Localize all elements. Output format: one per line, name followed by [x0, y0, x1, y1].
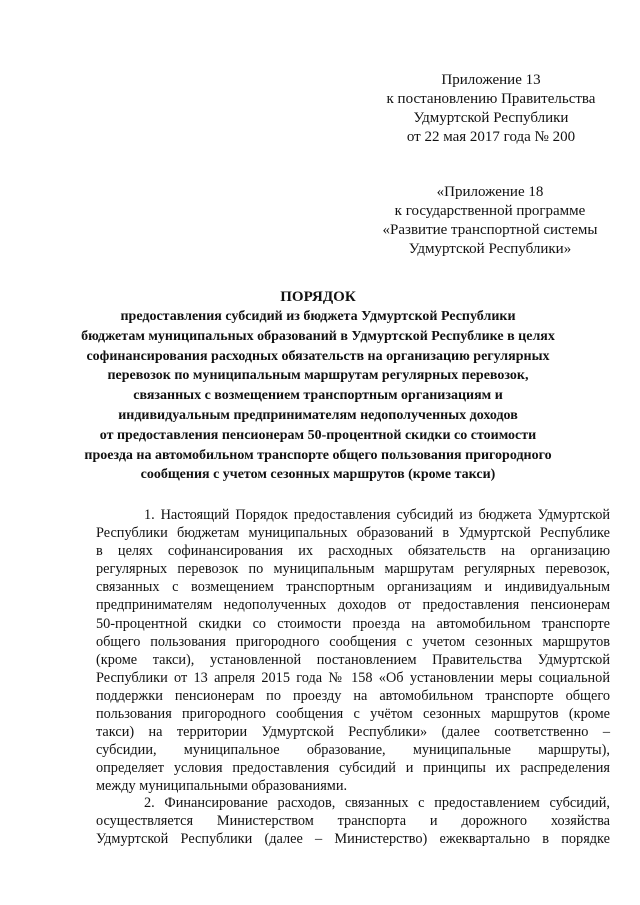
paragraph-line: поддержки пенсионерам по проезду на автомобильном транспорте общего	[96, 687, 610, 704]
appendix-18-block	[368, 183, 612, 259]
subtitle-line: бюджетам муниципальных образований в Удмуртской Республике в целях	[81, 328, 555, 344]
paragraph-line: общего пользования пригородного сообщения с учетом сезонных маршрутов	[96, 633, 610, 650]
subtitle-line: перевозок по муниципальным маршрутам регулярных перевозок,	[107, 368, 529, 384]
appendix-13-block	[378, 71, 604, 147]
paragraph-line: предпринимателям недополученных доходов от предоставления пенсионерам	[96, 597, 610, 614]
paragraph-line: регулярных перевозок по муниципальным маршрутам регулярных перевозок,	[96, 561, 610, 578]
subtitle-line: от предоставления пенсионерам 50-процентной скидки со стоимости	[99, 427, 537, 443]
paragraph-2	[96, 794, 610, 848]
paragraph-line: пользования пригородного сообщения с учётом сезонных маршрутов (кроме	[96, 706, 610, 723]
paragraph-line: определяет условия предоставления субсидий и принципы их распределения	[96, 760, 610, 777]
paragraph-line: 1. Настоящий Порядок предоставления субсидий из бюджета Удмуртской	[144, 507, 610, 523]
document-title: ПОРЯДОК	[280, 289, 356, 305]
subtitle-line: предоставления субсидий из бюджета Удмуртской Республики	[120, 309, 516, 324]
paragraph-line: 2. Финансирование расходов, связанных с предоставлением субсидий,	[144, 795, 610, 811]
appendix-18-line: «Развитие транспортной системы	[382, 222, 598, 238]
subtitle-line: связанных с возмещением транспортным организациям и	[133, 388, 503, 404]
appendix-18-line: Удмуртской Республики»	[408, 241, 572, 257]
appendix-13-line: Приложение 13	[441, 72, 541, 88]
subtitle-line: индивидуальным предпринимателям недополученных доходов	[118, 407, 518, 423]
appendix-13-line: Удмуртской Республики	[413, 110, 569, 126]
paragraph-line: связанных с возмещением транспортным организациям и индивидуальным	[96, 579, 610, 596]
appendix-13-line: от 22 мая 2017 года № 200	[406, 129, 576, 145]
subtitle-line: сообщения с учетом сезонных маршрутов (кроме такси)	[140, 467, 496, 483]
paragraph-line: 50-процентной скидки со стоимости проезда на автомобильном транспорте	[96, 615, 610, 632]
paragraph-line: в целях софинансирования их расходных обязательств на организацию	[96, 543, 610, 560]
appendix-18-line: к государственной программе	[394, 203, 586, 219]
paragraph-line: Республики от 13 апреля 2015 года № 158 «Об установлении меры социальной	[96, 669, 610, 686]
paragraph-line: такси) на территории Удмуртской Республики» (далее соответственно –	[96, 724, 610, 741]
paragraph-line: Республики бюджетам муниципальных образований в Удмуртской Республике	[96, 525, 610, 542]
paragraph-1	[96, 506, 610, 796]
subtitle-line: проезда на автомобильном транспорте общего пользования пригородного	[84, 447, 552, 463]
appendix-18-line: «Приложение 18	[436, 184, 544, 200]
document-subtitle	[60, 307, 576, 485]
paragraph-line: субсидии, муниципальное образование, муниципальные маршруты),	[96, 742, 610, 759]
paragraph-line: между муниципальными образованиями.	[96, 778, 348, 795]
paragraph-line: (кроме такси), установленной постановлением Правительства Удмуртской	[96, 651, 610, 668]
subtitle-line: софинансирования расходных обязательств на организацию регулярных	[86, 348, 550, 364]
paragraph-line: осуществляется Министерством транспорта и дорожного хозяйства	[96, 813, 610, 830]
appendix-13-line: к постановлению Правительства	[386, 91, 596, 107]
paragraph-line: Удмуртской Республики (далее – Министерство) ежеквартально в порядке	[96, 831, 610, 848]
